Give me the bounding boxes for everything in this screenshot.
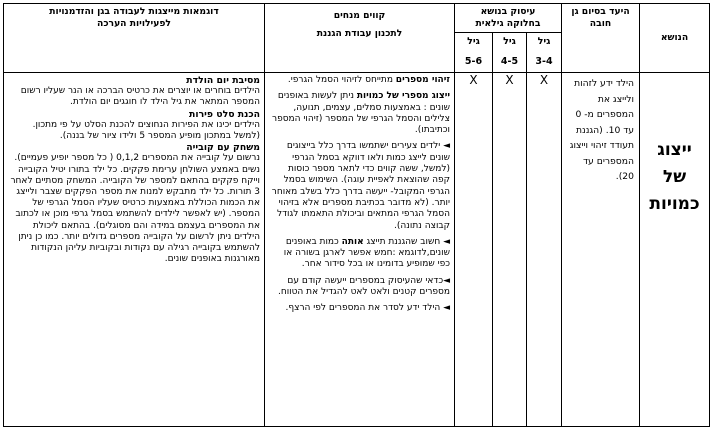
goal-cell: הילד ידע לזהות ולייצג את המספרים מ- 0 עד 10. (הגננת תעודד זיהוי וייצוג המספרים עד 20). — [562, 73, 640, 427]
age-mark-5-6: X — [455, 73, 493, 427]
example-heading-birthday: מסיבת יום הולדת — [186, 75, 260, 86]
guidelines-header: קווים מנחים לתכנון עבודת הגננת — [265, 4, 455, 73]
example-text-dice-game: נרשום על קובייה את המספרים 0,1,2 ( כל מספר יופיע פעמיים). נשים באמצע השולחן ערימת פקקים. כל ילד בתורו יטיל הקובייה וייקח פקקים בהתאם למספר של הקובייה. המשחק מסתיים לאחר 3 תורות. כל ילד מתבקש למנות את מספר הפקקים שצבר ולייצג את הכמות הכוללת באמצעות כרטיס שעליו הסמל הגרפי של המספר. (יש לאפשר לילדים להשתמש בסמל גרפי מוכן או לכתוב את המספרים בעצמם במידה והם מסוגלים). בהתאם ליכולת הילדים ניתן לרשום על הקובייה מספרים גדולים יותר. כמו כן ניתן להשתמש בקובייה רגילה עם נקודות ובקוביות עליהן הנקודות מאורגנות באופנים שונים. — [10, 153, 260, 265]
guideline-5: ◄כדאי שהעיסוק במספרים ייעשה קודם עם מספרים קטנים ולאט לאט להגדיל את הטווח. — [277, 275, 450, 298]
content-row — [4, 73, 710, 427]
guideline-3: ◄ ילדים צעירים ישתמשו בדרך כלל בייצוגים שונים לייצג כמות ולאו דווקא בסמל הגרפי (למשל, ששה קווים כדי לתאר מספר כוסות קפה שהוצאת לאפיית עוגה). השימוש בסמל הגרפי המקובל- ייעשה בדרך כלל בשלב מאוחר יותר. (לא מדובר בכתיבת מספרים אלא בזיהוי הסמל הגרפי המתאים וביכולת התאמתו לגודל קבוצה נתונה). — [271, 141, 450, 231]
guideline-4: ◄ חשוב שהגננת תייצג אותה כמות באופנים שונים,לדוגמא :חמש אפשר לארגן בשורה או כפי שמופיע בדומינו או בכל סידור אחר. — [283, 236, 450, 270]
example-heading-dice-game: משחק עם קובייה — [186, 142, 260, 154]
guidelines-cell — [265, 73, 455, 427]
curriculum-table — [3, 3, 710, 427]
topic-cell: ייצוג של כמויות — [640, 73, 710, 427]
example-text-birthday: הילדים בוחרים או יוצרים את כרטיס הברכה או הנר שעליו רשום המספר המתאר את גיל הילד לו חוגגים יום הולדת. — [20, 86, 260, 108]
guideline-1: זיהוי מספרים מתייחס לזיהוי הסמל הגרפי. — [287, 75, 450, 85]
ages-header: עיסוק בנושא בחלוקה גילאית — [455, 4, 562, 33]
age-group-5-6: גיל 5-6 — [455, 33, 493, 73]
age-mark-3-4: X — [527, 73, 562, 427]
age-group-4-5: גיל 4-5 — [493, 33, 527, 73]
examples-header: דוגמאות מייצגות לעבודה בגן והזדמנויות לפעילויות הערכה — [4, 4, 265, 73]
age-mark-4-5: X — [493, 73, 527, 427]
example-text-fruit-salad: הילדים יכינו את הפירות הנחוצים להכנת הסלט על פי מתכון. — [32, 119, 260, 130]
example-heading-fruit-salad: הכנת סלט פירות — [189, 108, 260, 120]
header-row — [4, 4, 710, 33]
example-text-fruit-salad-note: (למשל במתכון מופיע המספר 5 ולידו ציור של בננה). — [59, 131, 260, 142]
goal-header: היעד בסיום גן חובה — [562, 4, 640, 73]
guideline-2: ייצוג מספרי של כמויות ניתן לעשות באופנים שונים : באמצעות סמלים, עצמים, תנועה, צלילים והסמל הגרפי של המספר (זיהוי המספר וכתיבתו). — [272, 91, 450, 136]
topic-header: הנושא — [640, 4, 710, 73]
age-group-3-4: גיל 3-4 — [527, 33, 562, 73]
guideline-6: ◄ הילד ידע לסדר את המספרים לפי הרצף. — [285, 303, 450, 314]
examples-cell — [4, 73, 265, 427]
